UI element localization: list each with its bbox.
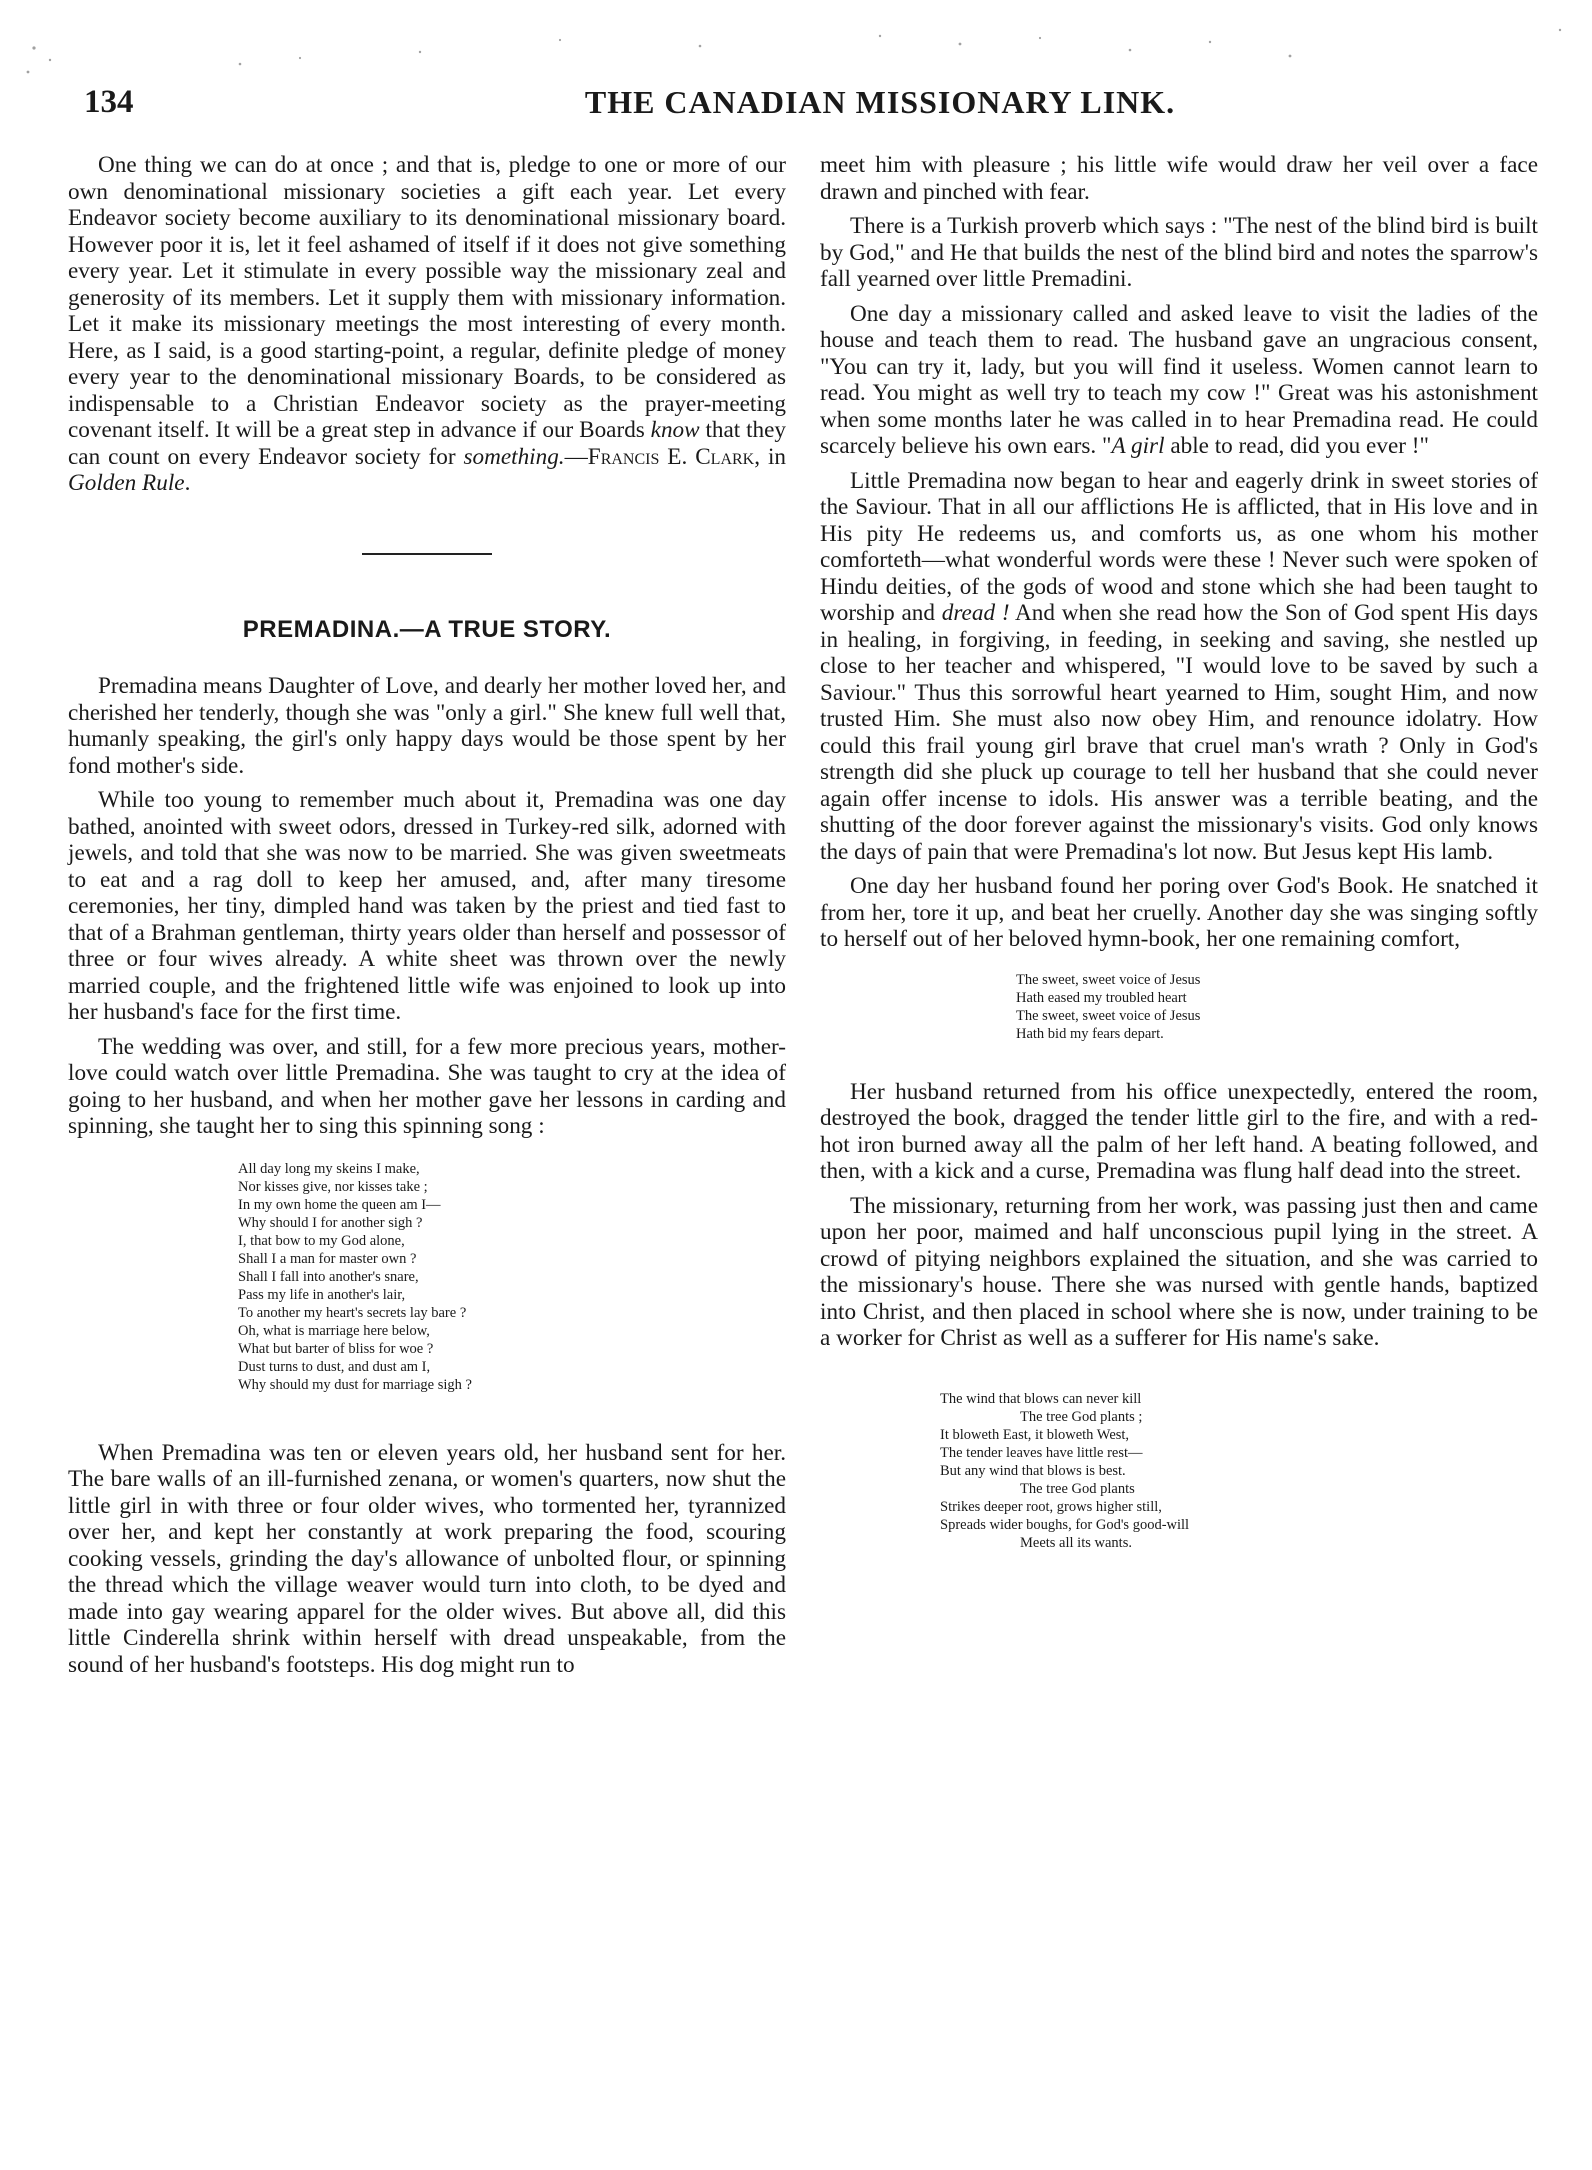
poem-line: Why should I for another sigh ? [238,1214,423,1231]
poem-line: Nor kisses give, nor kisses take ; [238,1178,428,1195]
author-signature: Francis E. Clark [587,443,755,470]
spinning-song-poem [68,1160,786,1394]
poem-line: In my own home the queen am I— [238,1196,441,1213]
poem-line: Why should my dust for marriage sigh ? [238,1376,472,1393]
poem-line: Hath eased my troubled heart [1016,989,1187,1006]
poem-line: Dust turns to dust, and dust am I, [238,1358,431,1375]
story-paragraph: There is a Turkish proverb which says : "The nest of the blind bird is built by God," and He that builds the nest of the blind bird and notes the sparrow's fall yearned over little Premadini. [820,213,1538,292]
hymn-verse [820,971,1538,1043]
poem-line: Hath bid my fears depart. [1016,1025,1164,1042]
poem-line: I, that bow to my God alone, [238,1232,405,1249]
poem-line: The tree God plants ; [1020,1408,1143,1425]
poem-line: Oh, what is marriage here below, [238,1322,430,1339]
endeavor-excerpt: One thing we can do at once ; and that is, pledge to one or more of our own denominational missionary societies a gift each year. Let every Endeavor society become auxiliary to its denominational missionary board. However poor it is, let it feel ashamed of itself if it does not give something every year. Let it stimulate in every possible way the missionary zeal and generosity of its members. Let it supply them with missionary information. Let it make its missionary meetings the most interesting of every month. Here, as I said, is a good starting-point, a regular, definite pledge of money every year to the denominational missionary Boards, to be considered as indispensable to a Christian Endeavor society as the prayer-meeting covenant itself. It will be a great step in advance if our Boards know that they can count on every Endeavor society for something.—Francis E. Clark, in Golden Rule. [68,152,787,496]
story-paragraph: One day a missionary called and asked leave to visit the ladies of the house and teach them to read. The husband gave an ungracious consent, "You can try it, lady, but you will find it useless. Women cannot learn to read. You might as well try to teach my cow !" Great was his astonishment when some months later he was called in to hear Premadina read. He could scarcely believe his own ears. "A girl able to read, did you ever !" [820,300,1538,459]
story-paragraph: While too young to remember much about it, Premadina was one day bathed, anointed with sweet odors, dressed in Turkey-red silk, adorned with jewels, and told that she was now to be married. She was given sweetmeats to eat and a rag doll to keep her amused, and, after many tiresome ceremonies, her tiny, dimpled hand was taken by the priest and tied fast to that of a Brahman gentleman, thirty years older than herself and possessor of three or four wives already. A white sheet was thrown over the newly married couple, and the frightened little wife was enjoined to look up into her husband's face for the first time. [68,787,786,1025]
poem-line: Shall I fall into another's snare, [238,1268,419,1285]
poem-line: The tree God plants [1020,1480,1135,1497]
story-paragraph: When Premadina was ten or eleven years old, her husband sent for her. The bare walls of an ill-furnished zenana, or women's quarters, now shut the little girl in with three or four older wives, who tormented her, tyrannized over her, and kept her constantly at work preparing the food, scouring cooking vessels, grinding the day's allowance of unbolted flour, or spinning the thread which the village weaver would turn into cloth, to be dyed and made into gay wearing apparel for the older wives. But above all, did this little Cinderella shrink within herself with dread unspeakable, from the sound of her husband's footsteps. His dog might run to [68,1439,786,1678]
poem-line: To another my heart's secrets lay bare ? [238,1304,467,1321]
poem-line: What but barter of bliss for woe ? [238,1340,434,1357]
closing-poem [820,1390,1538,1552]
poem-line: Shall I a man for master own ? [238,1250,417,1267]
poem-line: But any wind that blows is best. [940,1462,1126,1479]
story-paragraph: The wedding was over, and still, for a few more precious years, mother-love could watch over little Premadina. She was taught to cry at the idea of going to her husband, and when her mother gave her lessons in carding and spinning, she taught her to sing this spinning song : [68,1033,786,1139]
page-header [60,84,1300,134]
poem-line: The wind that blows can never kill [940,1390,1142,1407]
poem-line: It bloweth East, it bloweth West, [940,1426,1130,1443]
source-title: Golden Rule [68,470,185,496]
story-paragraph: Premadina means Daughter of Love, and dearly her mother loved her, and cherished her tenderly, though she was "only a girl." She knew full well that, humanly speaking, the girl's only happy days would be those spent by her fond mother's side. [68,673,786,779]
section-divider [362,553,492,555]
poem-line: The tender leaves have little rest— [940,1444,1143,1461]
poem-line: All day long my skeins I make, [238,1160,420,1177]
left-column [68,152,786,1678]
poem-line: The sweet, sweet voice of Jesus [1016,1007,1201,1024]
right-column [820,152,1538,1582]
story-paragraph: Little Premadina now began to hear and eagerly drink in sweet stories of the Saviour. That in all our afflictions He is afflicted, that in His love and in His pity He redeems us, and comforts us, as one whom his mother comforteth—what wonderful words were these ! Never such were spoken of Hindu deities, of the gods of wood and stone which she had been taught to worship and dread ! And when she read how the Son of God spent His days in healing, in forgiving, in feeding, in seeking and saving, she nestled up close to her teacher and whispered, "I would love to be saved by such a Saviour." Thus this sorrowful heart yearned to Him, sought Him, and now trusted Him. She must also now obey Him, and renounce idolatry. How could this frail young girl brave that cruel man's wrath ? Only in God's strength did she pluck up courage to tell her husband that she could never again offer incense to idols. His answer was a terrible beating, and the shutting of the door forever against the missionary's visits. God only knows the days of pain that were Premadina's lot now. But Jesus kept His lamb. [820,467,1538,865]
story-paragraph: The missionary, returning from her work, was passing just then and came upon her poor, maimed and half unconscious pupil lying in the street. A crowd of pitying neighbors explained the situation, and she was carried to the missionary's house. There she was nursed with gentle hands, baptized into Christ, and then placed in school where she is now, under training to be a worker for Christ as well as a sufferer for His name's sake. [820,1192,1538,1351]
article-title: PREMADINA.—A TRUE STORY. [242,615,612,643]
story-paragraph: Her husband returned from his office unexpectedly, entered the room, destroyed the book, dragged the tender little girl to the fire, and with a red-hot iron burned away all the palm of her left hand. A beating followed, and then, with a kick and a curse, Premadina was flung half dead into the street. [820,1078,1538,1184]
poem-line: Meets all its wants. [1020,1534,1132,1551]
story-paragraph: meet him with pleasure ; his little wife would draw her veil over a face drawn and pinched with fear. [820,152,1538,205]
poem-line: Pass my life in another's lair, [238,1286,406,1303]
story-paragraph: One day her husband found her poring over God's Book. He snatched it from her, tore it up, and beat her cruelly. Another day she was singing softly to herself out of her beloved hymn-book, her one remaining comfort, [820,873,1538,952]
page-number: 134 [84,84,134,120]
poem-line: Spreads wider boughs, for God's good-will [940,1516,1190,1533]
running-title: THE CANADIAN MISSIONARY LINK. [584,84,1176,120]
poem-line: The sweet, sweet voice of Jesus [1016,971,1201,988]
poem-line: Strikes deeper root, grows higher still, [940,1498,1162,1515]
